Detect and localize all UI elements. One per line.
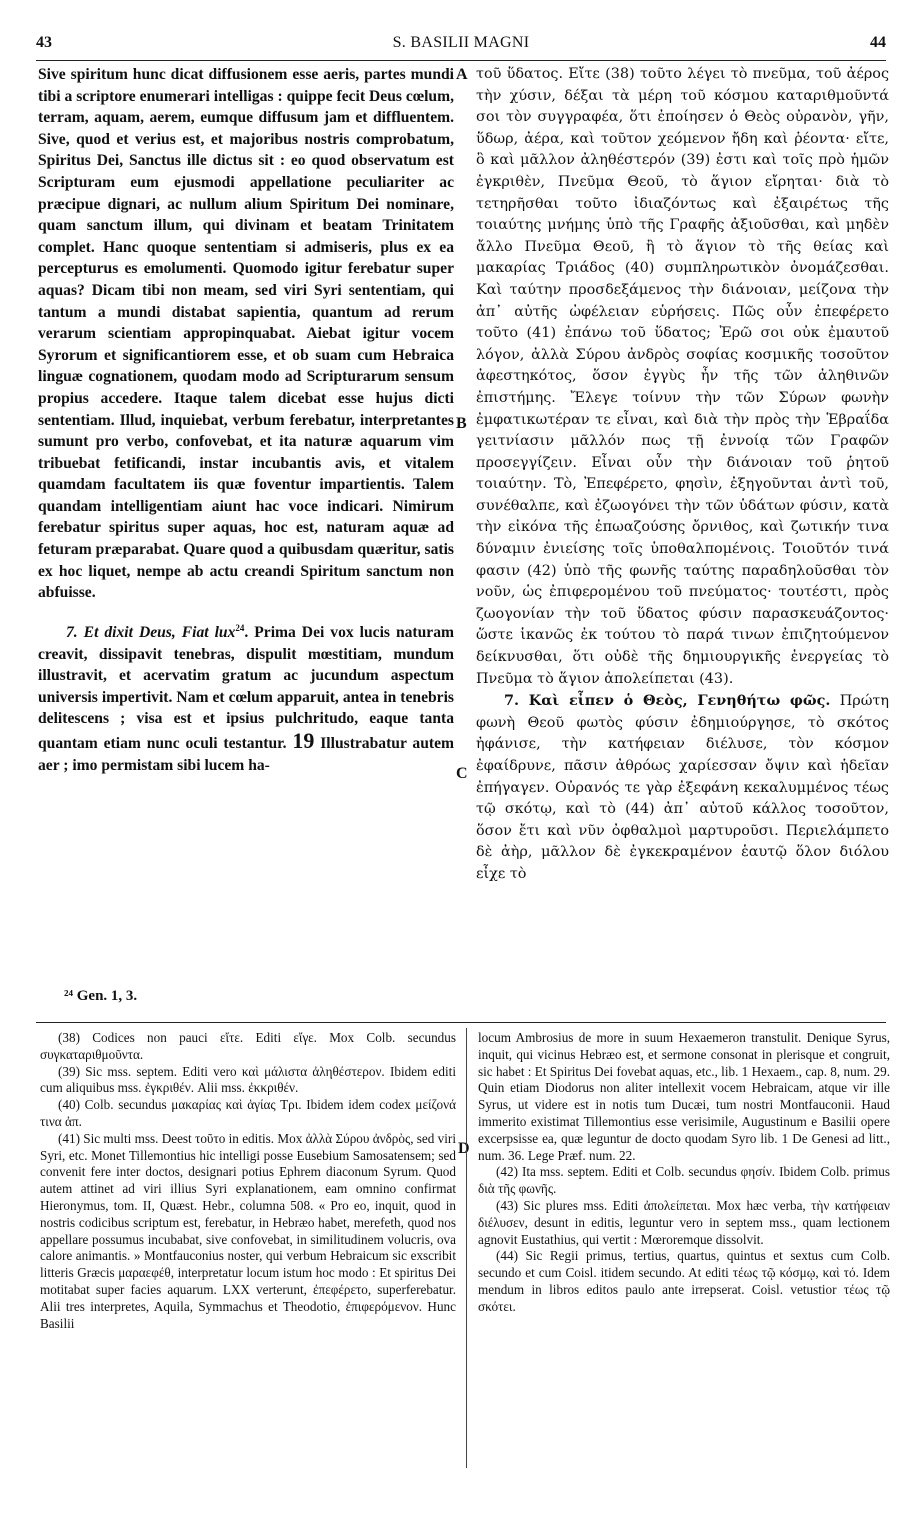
greek-column: [476, 64, 889, 886]
latin-section-heading: 7. Et dixit Deus, Fiat lux: [66, 624, 236, 642]
footnote-marker: 24: [235, 622, 245, 633]
notes-left-column: [40, 1030, 456, 1332]
notes-divider: [466, 1028, 467, 1468]
margin-letter-b: B: [456, 415, 467, 432]
greek-paragraph-2-text: Πρώτη φωνὴ Θεοῦ φωτὸς φύσιν ἐδημιούργησε, τὸ σκότος ἠφάνισε, τὴν κατήφειαν διέλυσε, τὸν κόσμον ἐφαίδρυνε, πᾶσιν ἀθρόως χαρίεσσαν ὄψιν καὶ ἡδεῖαν ἐπήγαγεν. Οὐρανός τε γὰρ ἐξεφάνη κεκαλυμμένος τέως τῷ σκότῳ, καὶ τὸ (44) ἀπ᾽ αὐτοῦ κάλλος τοσοῦτον, ὅσον ἔτι καὶ νῦν ὀφθαλμοὶ μαρτυροῦσι. Περιελάμπετο δὲ ἀὴρ, μᾶλλον δὲ ἐγκεκραμένον ἑαυτῷ ὅλον διόλου εἶχε τὸ: [476, 693, 890, 882]
note-40: (40) Colb. secundus μακαρίας καὶ ἁγίας Τρι. Ibidem idem codex μείζονά τινα ἀπ.: [40, 1097, 456, 1129]
page-number-left: 43: [36, 34, 52, 51]
scripture-footnote: ²⁴ Gen. 1, 3.: [64, 988, 138, 1004]
margin-letter-a: A: [456, 66, 468, 83]
running-title: S. BASILII MAGNI: [392, 34, 530, 51]
greek-paragraph-2: [476, 690, 889, 885]
note-41: (41) Sic multi mss. Deest τοῦτο in editis. Mox ἀλλὰ Σύρου ἀνδρὸς, sed viri Syri, etc. Monet Tillemontius hic intelligi posse Eusebium Samosatensem; sed convenit fere inter doctos, designari potius Ephrem diaconum Syrum. Quod autem attinet ad viri illius Syri explanationem, eam omnino confirmat Hieronymus, tom. II, Quæst. Hebr., columna 508. « Pro eo, inquit, quod in nostris codicibus scriptum est, ferebatur, in Hebræo habet, merefeth, quod nos appellare possumus incubabat, sive confovebat, in similitudinem volucris, ova calore animantis. » Montfauconius noster, qui verbum Hebraicum sic exscribit litteris Græcis μαραεφέθ, interpretatur locum istum hoc modo : Et spiritus Dei motitabat super facies aquarum. LXX verterunt, ἐπεφέρετο, superferebatur. Alii tres interpretes, Aquila, Symmachus et Theodotio, ἐπιφερόμενον. Hunc Basilii: [40, 1130, 456, 1331]
latin-paragraph-1: Sive spiritum hunc dicat diffusionem esse aeris, partes mundi tibi a scriptore enumerari intelligas : quippe fecit Deus cœlum, terram, aquam, aerem, eumque diffusum jam et diffluentem. Sive, quod et verius est, et majoribus nostris comprobatum, Spiritus Dei, Sanctus ille dictus sit : eo quod observatum est Scripturam eum ejusmodi appellatione peculiariter ac præcipue dignari, ac nullum alium Spiritum Dei nominare, quam sanctum illum, qui divinam et beatam Trinitatem complet. Hanc quoque sententiam si admiseris, plus ex ea percepturus es emolumenti. Quomodo igitur ferebatur super aquas? Dicam tibi non meam, sed viri Syri sententiam, qui tantum a mundi distabat sapientia, quantum ad rerum verarum scientiam appropinquabat. Aiebat igitur vocem Syrorum et significantiorem esse, et ob suam cum Hebraica linguæ cognationem, quodam modo ad Scripturarum sensum propius accedere. Itaque talem dicebat esse hujus dicti sententiam. Illud, inquiebat, verbum ferebatur, interpretantes sumunt pro verbo, confovebat, et ita naturæ aquarum vim tribuebat fetificandi, instar incubantis avis, et vitalem quamdam facultatem iis quæ foventur impartientis. Talem quandam intelligentiam aiunt hac voce indicari. Nimirum ferebatur spiritus super aquas, hoc est, naturam aquæ ad feturam præparabat. Quare quod a quibusdam quæritur, satis ex hoc liquet, nempe ab actu creandi Spiritum sanctum non abfuisse.: [38, 66, 454, 602]
column-number: 19: [292, 728, 315, 753]
margin-letter-d: D: [458, 1140, 470, 1157]
margin-letter-c: C: [456, 765, 468, 782]
latin-column: [38, 64, 454, 776]
note-44: (44) Sic Regii primus, tertius, quartus, quintus et sextus cum Colb. secundo et cum Coisl. itidem secundo. At editi τέως τῷ κόσμῳ, καὶ τό. Idem mendum in libros editos paulo ante irrepserat. Coisl. vetustior τέως τῷ σκότει.: [478, 1248, 890, 1314]
note-42: (42) Ita mss. septem. Editi et Colb. secundus φησίν. Ibidem Colb. primus διὰ τῆς φωνῆς.: [478, 1164, 890, 1197]
latin-paragraph-2-text-b: Illustrabatur autem aer ; imo permistam sibi lucem ha-: [38, 735, 454, 774]
notes-right-column: [478, 1030, 890, 1316]
note-41-continued: locum Ambrosius de more in suum Hexaemeron transtulit. Denique Syrus, inquit, qui vicinus Hebræo est, et sermone consonat in plerisque et congruit, sic habet : Et Spiritus Dei fovebat aquas, etc., lib. 1 Hexaem., cap. 8, num. 29. Quin etiam Diodorus non aliter intellexit vocem Hebraicam, atque vir ille Syrus, ut videre est in notis tum Ducæi, tum nostri Montfauconii. Haud immerito existimat Tillemontius esse verisimile, Augustinum e Basilii opere excerpsisse ea, quæ leguntur de docto quodam Syro lib. 1 De Genesi ad litt., num. 36. Lege Præf. num. 22.: [478, 1030, 891, 1163]
note-38: (38) Codices non pauci εἴτε. Editi εἴγε. Mox Colb. secundus συγκαταριθμοῦντα.: [40, 1030, 456, 1062]
page-number-right: 44: [870, 34, 886, 51]
greek-section-heading: 7. Καὶ εἶπεν ὁ Θεὸς, Γενηθήτω φῶς.: [504, 692, 831, 710]
notes-rule: [36, 1022, 886, 1023]
note-39: (39) Sic mss. septem. Editi vero καὶ μάλιστα ἀληθέστερον. Ibidem editi cum aliquibus mss. ἐγκριθέν. Alii mss. ἐκκριθέν.: [40, 1063, 456, 1096]
greek-paragraph-1: τοῦ ὕδατος. Εἴτε (38) τοῦτο λέγει τὸ πνεῦμα, τοῦ ἀέρος τὴν χύσιν, δέξαι τὰ μέρη τοῦ κόσμου καταριθμοῦντά σοι τὸν συγγραφέα, ὅτι ἐποίησεν ὁ Θεὸς οὐρανὸν, γῆν, ὕδωρ, ἀέρα, καὶ τοῦτον χεόμενον ἤδη καὶ ῥέοντα· εἴτε, ὃ καὶ μᾶλλον ἀληθέστερόν (39) ἐστι καὶ τοῖς πρὸ ἡμῶν ἐγκριθὲν, Πνεῦμα Θεοῦ, τὸ ἅγιον εἴρηται· διὰ τὸ τετηρῆσθαι τοῦτο ἰδιαζόντως καὶ ἐξαιρέτως τῆς τοιαύτης μνήμης ὑπὸ τῆς Γραφῆς ἀξιοῦσθαι, καὶ μηδὲν ἄλλο Πνεῦμα Θεοῦ, ἢ τὸ ἅγιον τὸ τῆς θείας καὶ μακαρίας Τριάδος (40) συμπληρωτικὸν ὀνομάζεσθαι. Καὶ ταύτην προσδεξάμενος τὴν διάνοιαν, μείζονα τὴν ἀπ᾽ αὐτῆς ὠφέλειαν εὑρήσεις. Πῶς οὖν ἐπεφέρετο τοῦτο (41) ἐπάνω τοῦ ὕδατος; Ἐρῶ σοι οὐκ ἐμαυτοῦ λόγον, ἀλλὰ Σύρου ἀνδρὸς σοφίας κοσμικῆς τοσοῦτον ἀφεστηκότος, ὅσον ἐγγὺς ἦν τῆς τῶν ἀληθινῶν ἐπιστήμης. Ἔλεγε τοίνυν τὴν τῶν Σύρων φωνὴν ἐμφατικωτέραν τε εἶναι, καὶ διὰ τὴν πρὸς τὴν Ἑβραΐδα γειτνίασιν μᾶλλόν πως τῇ ἐννοίᾳ τῶν Γραφῶν προσεγγίζειν. Εἶναι οὖν τὴν διάνοιαν τοῦ ῥητοῦ τοιαύτην. Τὸ, Ἐπεφέρετο, φησὶν, ἐξηγοῦνται ἀντὶ τοῦ, συνέθαλπε, καὶ ἐζωογόνει τὴν τῶν ὑδάτων φύσιν, κατὰ τὴν εἰκόνα τῆς ἐπωαζούσης ὄρνιθος, καὶ ζωτικήν τινα δύναμιν ἐνιείσης τοῖς ὑποθαλπομένοις. Τοιοῦτόν τινά φασιν (42) ὑπὸ τῆς φωνῆς ταύτης παραδηλοῦσθαι τὸν νοῦν, ὡς ἐπιφερομένου τοῦ πνεύματος· τουτέστι, πρὸς ζωογονίαν τὴν τοῦ ὕδατος φύσιν παρασκευάζοντος· ὥστε ἱκανῶς ἐκ τούτου τὸ παρά τινων ἐπιζητούμενον δείκνυσθαι, ὅτι οὐδὲ τῆς δημιουργικῆς ἐνεργείας τὸ Πνεῦμα τὸ ἅγιον ἀπολείπεται (43).: [476, 66, 889, 687]
page-header: [36, 34, 886, 58]
header-rule: [36, 60, 886, 61]
note-43: (43) Sic plures mss. Editi ἀπολείπεται. Mox hæc verba, τὴν κατήφειαν διέλυσεν, desunt in editis, leguntur vero in septem mss., quam lectionem agnovit Eustathius, qui vertit : Mœroremque dissolvit.: [478, 1197, 890, 1247]
latin-paragraph-2-text-a: . Prima Dei vox lucis naturam creavit, dissipavit tenebras, dispulit mœstitiam, mundum illustravit, et acervatim gratum ac jucundum aspectum universis impertivit. Nam et cœlum apparuit, antea in tenebris delitescens ; visa est et ipsius pulchritudo, eaque tanta quantam etiam nunc oculi testantur.: [38, 624, 455, 752]
latin-paragraph-2: [38, 618, 454, 776]
